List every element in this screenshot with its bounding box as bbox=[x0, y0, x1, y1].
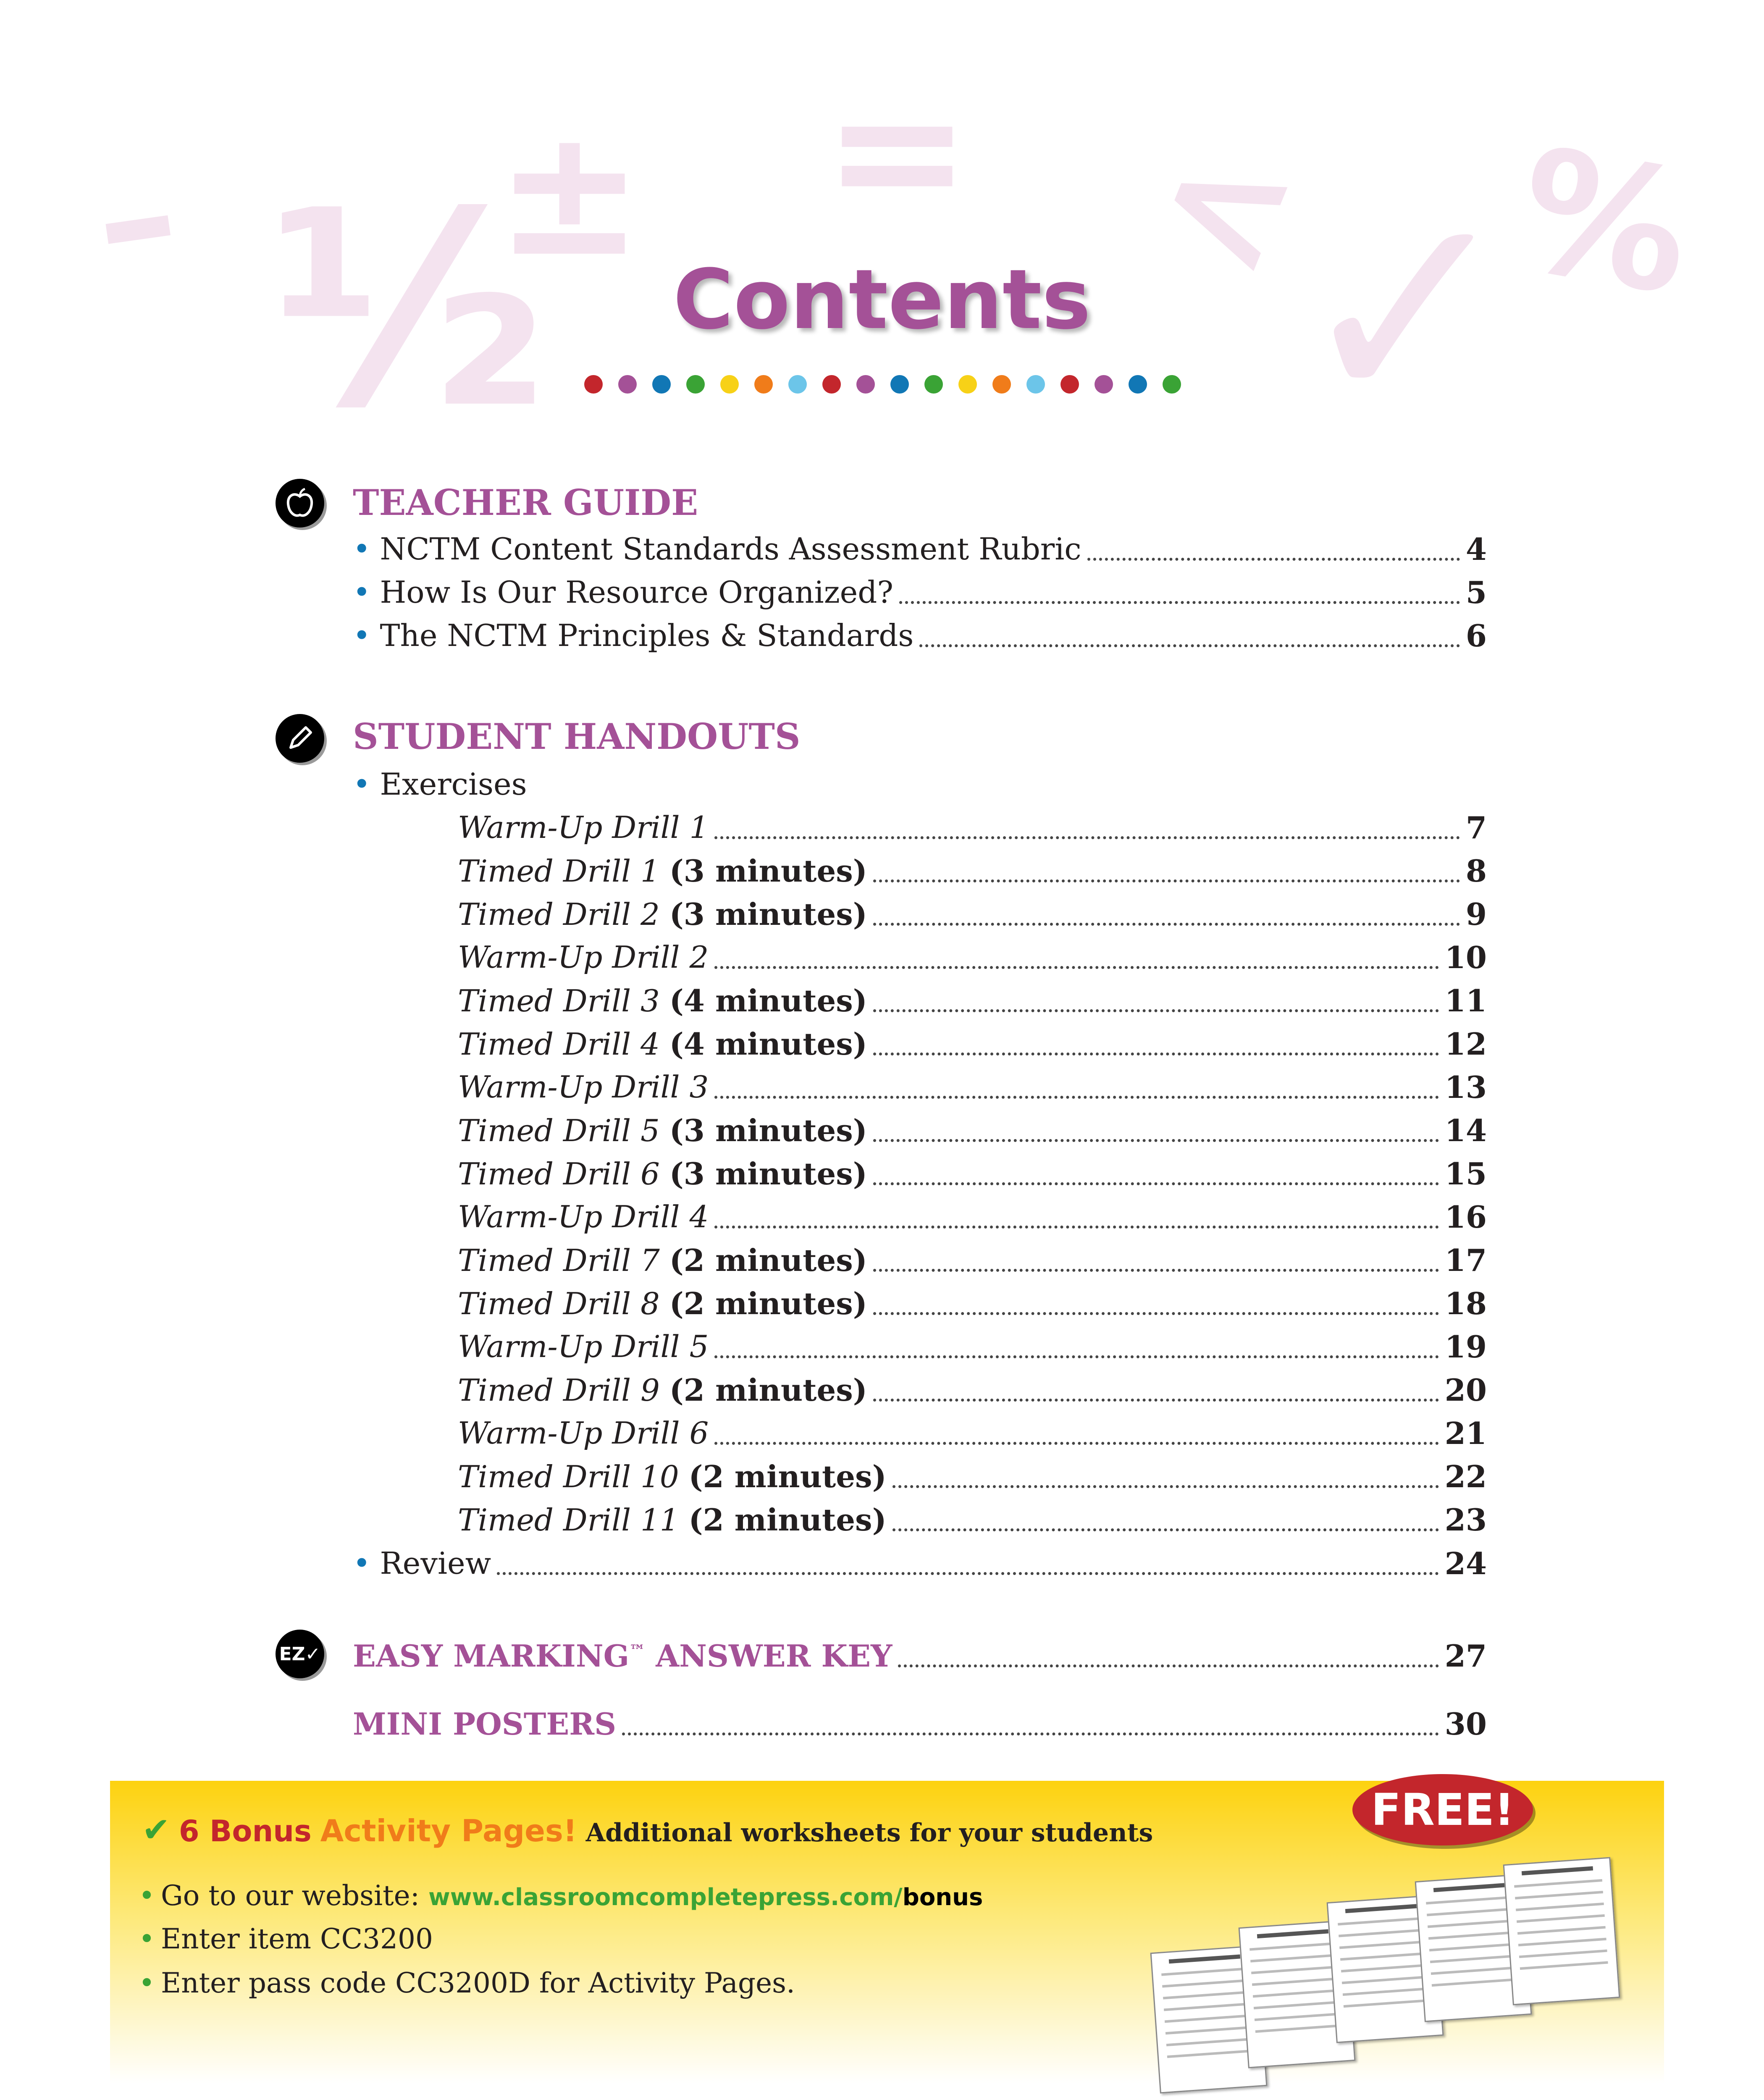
color-dot bbox=[856, 375, 875, 394]
dot-leader bbox=[873, 1399, 1439, 1402]
dot-leader bbox=[873, 1182, 1439, 1185]
answer-key-label: EASY MARKING bbox=[353, 1638, 630, 1674]
drill-row bbox=[458, 1195, 1487, 1239]
watermark-plusminus: ± bbox=[496, 90, 643, 296]
bonus-heading bbox=[142, 1810, 1153, 1849]
drill-time: (4 minutes) bbox=[669, 982, 867, 1018]
bonus-item: • Enter item CC3200 bbox=[139, 1923, 433, 1955]
bonus-passcode: • Enter pass code CC3200D for Activity Pages. bbox=[139, 1967, 795, 1999]
drill-name: Timed Drill 4 bbox=[458, 1026, 660, 1062]
drill-row bbox=[458, 1368, 1487, 1412]
dot-leader bbox=[714, 966, 1439, 969]
toc-row bbox=[353, 527, 1487, 571]
drill-name: Warm-Up Drill 2 bbox=[458, 940, 709, 975]
page-number: 9 bbox=[1465, 896, 1487, 932]
drill-time: (3 minutes) bbox=[669, 896, 867, 932]
page-number: 4 bbox=[1465, 531, 1487, 567]
drill-time: (2 minutes) bbox=[688, 1458, 887, 1494]
mini-posters-label: MINI POSTERS bbox=[353, 1706, 617, 1742]
color-dot bbox=[1095, 375, 1113, 394]
dot-leader bbox=[873, 1009, 1439, 1012]
color-dot bbox=[754, 375, 773, 394]
drill-name: Warm-Up Drill 1 bbox=[458, 810, 709, 845]
drill-name: Timed Drill 8 bbox=[458, 1286, 660, 1321]
drill-time: (4 minutes) bbox=[669, 1026, 867, 1062]
answer-key-label-rest: ANSWER KEY bbox=[645, 1638, 892, 1674]
exercises-item: • Exercises bbox=[353, 766, 527, 802]
bonus-count: 6 Bonus bbox=[178, 1814, 312, 1848]
dot-leader bbox=[898, 1664, 1438, 1667]
dot-leader bbox=[873, 1053, 1439, 1055]
drill-name: Warm-Up Drill 5 bbox=[458, 1329, 709, 1364]
toc-row bbox=[353, 570, 1487, 614]
page-title: Contents bbox=[673, 252, 1091, 348]
drill-row bbox=[458, 935, 1487, 979]
check-icon: ✔ bbox=[142, 1810, 171, 1849]
drill-row bbox=[458, 1281, 1487, 1325]
drill-row bbox=[458, 1152, 1487, 1195]
color-dot bbox=[1163, 375, 1181, 394]
drill-time: (3 minutes) bbox=[669, 1112, 867, 1148]
dot-leader bbox=[622, 1732, 1439, 1735]
watermark-minus: – bbox=[84, 120, 189, 316]
bullet-icon: • bbox=[139, 1923, 155, 1955]
bullet-icon: • bbox=[139, 1967, 155, 1999]
dot-leader bbox=[873, 1139, 1439, 1142]
drill-row bbox=[458, 892, 1487, 936]
drill-time: (2 minutes) bbox=[669, 1242, 867, 1278]
dot-leader bbox=[1087, 558, 1460, 561]
page-number: 30 bbox=[1444, 1706, 1487, 1742]
teacher-guide-heading: TEACHER GUIDE bbox=[353, 482, 698, 523]
page-number: 19 bbox=[1444, 1328, 1487, 1365]
drill-name: Timed Drill 5 bbox=[458, 1113, 660, 1148]
bullet-icon: • bbox=[353, 575, 371, 610]
watermark-equals: = bbox=[823, 48, 971, 254]
dot-leader bbox=[497, 1572, 1439, 1575]
page-number: 10 bbox=[1444, 939, 1487, 975]
color-dot bbox=[958, 375, 977, 394]
drill-row bbox=[458, 1454, 1487, 1498]
page-number: 20 bbox=[1444, 1372, 1487, 1408]
color-dot bbox=[822, 375, 841, 394]
color-dot bbox=[992, 375, 1011, 394]
drill-row bbox=[458, 1108, 1487, 1152]
worksheet-thumbnail bbox=[1503, 1857, 1620, 2005]
page-number: 17 bbox=[1444, 1242, 1487, 1278]
bullet-icon: • bbox=[353, 531, 371, 567]
drill-name: Timed Drill 1 bbox=[458, 853, 660, 889]
color-dot bbox=[1060, 375, 1079, 394]
dot-leader bbox=[919, 644, 1460, 647]
drill-row bbox=[458, 849, 1487, 892]
watermark-half: ½ bbox=[269, 154, 547, 467]
bonus-website: • Go to our website: www.classroomcompletepress.com/bonus bbox=[139, 1880, 983, 1912]
drill-name: Timed Drill 11 bbox=[458, 1502, 679, 1538]
page-number: 5 bbox=[1465, 574, 1487, 610]
drill-name: Warm-Up Drill 4 bbox=[458, 1199, 709, 1234]
toc-label: The NCTM Principles & Standards bbox=[380, 618, 914, 653]
page-number: 24 bbox=[1444, 1545, 1487, 1581]
student-handouts-heading: STUDENT HANDOUTS bbox=[353, 716, 801, 757]
color-dot bbox=[1026, 375, 1045, 394]
answer-key-row bbox=[353, 1634, 1487, 1677]
drill-row bbox=[458, 1238, 1487, 1282]
toc-label: How Is Our Resource Organized? bbox=[380, 575, 893, 610]
page-number: 6 bbox=[1465, 617, 1487, 654]
drill-name: Warm-Up Drill 3 bbox=[458, 1069, 709, 1105]
mini-posters-row bbox=[353, 1702, 1487, 1746]
page-number: 23 bbox=[1444, 1502, 1487, 1538]
ez-check-icon: EZ✓ bbox=[276, 1630, 324, 1678]
dot-leader bbox=[892, 1528, 1439, 1531]
drill-row bbox=[458, 1325, 1487, 1368]
dot-leader bbox=[714, 1096, 1439, 1099]
bullet-icon: • bbox=[353, 1546, 371, 1581]
color-dot bbox=[890, 375, 909, 394]
drill-row bbox=[458, 979, 1487, 1022]
drill-name: Timed Drill 3 bbox=[458, 983, 660, 1018]
apple-icon bbox=[276, 479, 324, 528]
page-number: 16 bbox=[1444, 1199, 1487, 1235]
drill-name: Timed Drill 7 bbox=[458, 1242, 660, 1278]
watermark-less: < bbox=[1129, 94, 1323, 317]
dot-leader bbox=[714, 1226, 1439, 1228]
pencil-icon bbox=[276, 714, 324, 763]
color-dot bbox=[924, 375, 943, 394]
bullet-icon: • bbox=[353, 618, 371, 653]
bonus-tagline: Additional worksheets for your students bbox=[585, 1818, 1153, 1848]
drill-row bbox=[458, 1498, 1487, 1541]
color-dot bbox=[652, 375, 671, 394]
drill-time: (2 minutes) bbox=[669, 1285, 867, 1321]
drill-time: (2 minutes) bbox=[688, 1502, 887, 1538]
bullet-icon: • bbox=[139, 1880, 155, 1912]
watermark-check: ✓ bbox=[1294, 154, 1519, 467]
color-dot bbox=[686, 375, 705, 394]
drill-row bbox=[458, 1022, 1487, 1066]
drill-row bbox=[458, 806, 1487, 849]
page-number: 11 bbox=[1444, 982, 1487, 1018]
page-number: 21 bbox=[1444, 1415, 1487, 1451]
drill-time: (3 minutes) bbox=[669, 853, 867, 889]
toc-label: NCTM Content Standards Assessment Rubric bbox=[380, 531, 1082, 567]
drill-name: Timed Drill 10 bbox=[458, 1459, 679, 1494]
bullet-icon: • bbox=[353, 766, 371, 802]
free-badge: FREE! bbox=[1352, 1774, 1533, 1845]
drill-name: Warm-Up Drill 6 bbox=[458, 1415, 709, 1451]
page-number: 8 bbox=[1465, 853, 1487, 889]
color-dot bbox=[720, 375, 739, 394]
drill-time: (2 minutes) bbox=[669, 1372, 867, 1408]
color-dot bbox=[1129, 375, 1147, 394]
review-label: Review bbox=[380, 1546, 491, 1581]
dot-leader bbox=[873, 879, 1460, 882]
page-number: 22 bbox=[1444, 1458, 1487, 1494]
toc-row bbox=[353, 614, 1487, 657]
dot-leader bbox=[873, 1312, 1439, 1315]
review-row bbox=[353, 1541, 1487, 1585]
page-number: 27 bbox=[1444, 1638, 1487, 1674]
drill-row bbox=[458, 1411, 1487, 1455]
page-number: 7 bbox=[1465, 809, 1487, 845]
page-number: 14 bbox=[1444, 1112, 1487, 1148]
dot-leader bbox=[899, 601, 1460, 604]
bonus-url[interactable]: www.classroomcompletepress.com/bonus bbox=[428, 1884, 983, 1911]
dot-leader bbox=[714, 836, 1460, 839]
drill-name: Timed Drill 6 bbox=[458, 1156, 660, 1192]
dot-leader bbox=[873, 1269, 1439, 1272]
dot-leader bbox=[892, 1485, 1439, 1488]
page-number: 18 bbox=[1444, 1285, 1487, 1321]
drill-name: Timed Drill 9 bbox=[458, 1372, 660, 1408]
page-number: 13 bbox=[1444, 1069, 1487, 1105]
dot-leader bbox=[714, 1442, 1439, 1445]
drill-name: Timed Drill 2 bbox=[458, 896, 660, 932]
dot-leader bbox=[714, 1355, 1439, 1358]
page-number: 15 bbox=[1444, 1155, 1487, 1192]
bonus-activity-label: Activity Pages! bbox=[320, 1813, 577, 1848]
trademark: ™ bbox=[629, 1641, 646, 1660]
color-dots bbox=[584, 375, 1197, 394]
drill-time: (3 minutes) bbox=[669, 1155, 867, 1192]
drill-row bbox=[458, 1065, 1487, 1109]
dot-leader bbox=[873, 923, 1460, 926]
watermark-percent: % bbox=[1504, 111, 1705, 333]
color-dot bbox=[788, 375, 807, 394]
page-number: 12 bbox=[1444, 1026, 1487, 1062]
color-dot bbox=[618, 375, 637, 394]
color-dot bbox=[584, 375, 603, 394]
